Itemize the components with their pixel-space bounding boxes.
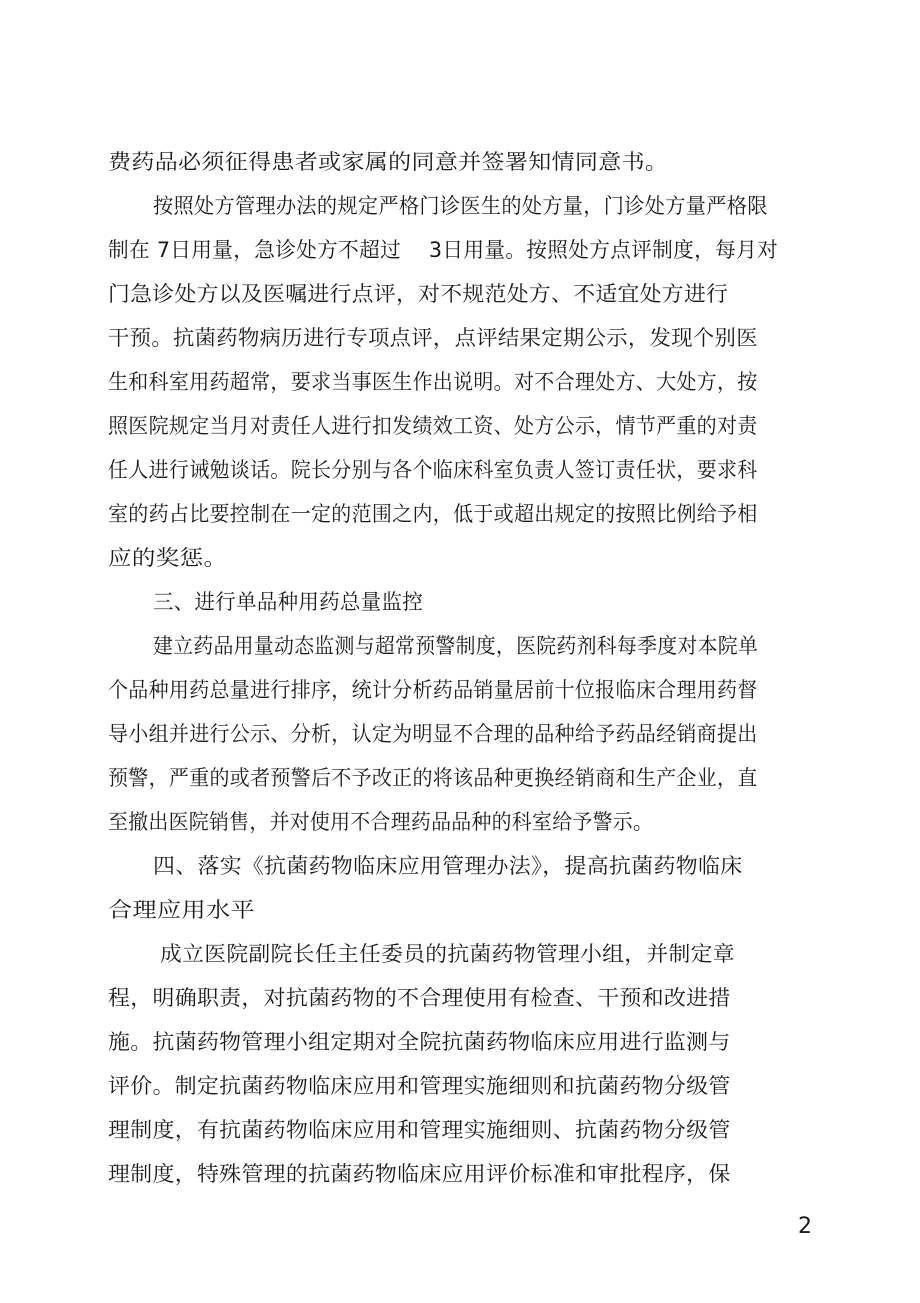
page-number: 2 — [798, 1214, 812, 1239]
text-line: 施。抗菌药物管理小组定期对全院抗菌药物临床应用进行监测与 — [108, 1030, 731, 1054]
text-line: 按照处方管理办法的规定严格门诊医生的处方量，门诊处方量严格限 — [153, 194, 768, 218]
section-heading: 四、落实《抗菌药物临床应用管理办法》，提高抗菌药物临床 — [153, 854, 743, 878]
text-line: 生和科室用药超常，要求当事医生作出说明。对不合理处方、大处方，按 — [108, 370, 758, 394]
text-line: 照医院规定当月对责任人进行扣发绩效工资、处方公示，情节严重的对责 — [108, 414, 758, 438]
text-line: 室的药占比要控制在一定的范围之内，低于或超出规定的按照比例给予相 — [108, 502, 758, 526]
text-line: 理制度，特殊管理的抗菌药物临床应用评价标准和审批程序，保 — [108, 1162, 731, 1186]
text-line: 预警，严重的或者预警后不予改正的将该品种更换经销商和生产企业，直 — [108, 766, 758, 790]
text-line: 个品种用药总量进行排序，统计分析药品销量居前十位报临床合理用药督 — [108, 678, 758, 702]
text-line: 成立医院副院长任主任委员的抗菌药物管理小组，并制定章 — [160, 942, 735, 966]
text-line: 至撤出医院销售，并对使用不合理药品品种的科室给予警示。 — [108, 810, 654, 834]
text-line: 干预。抗菌药物病历进行专项点评，点评结果定期公示，发现个别医 — [108, 326, 758, 350]
text-line: 费药品必须征得患者或家属的同意并签署知情同意书。 — [108, 150, 669, 174]
text-line: 应的奖惩。 — [108, 546, 228, 570]
text-line: 任人进行诫勉谈话。院长分别与各个临床科室负责人签订责任状，要求科 — [108, 458, 758, 482]
text-line: 评价。制定抗菌药物临床应用和管理实施细则和抗菌药物分级管 — [108, 1074, 731, 1098]
text-line: 建立药品用量动态监测与超常预警制度，医院药剂科每季度对本院单 — [153, 634, 759, 658]
section-heading: 合理应用水平 — [108, 898, 255, 922]
text-line: 理制度，有抗菌药物临床应用和管理实施细则、抗菌药物分级管 — [108, 1118, 731, 1142]
section-heading: 三、进行单品种用药总量监控 — [153, 590, 423, 614]
text-line: 制在 7日用量，急诊处方不超过 3日用量。按照处方点评制度，每月对 — [108, 238, 779, 262]
text-line: 程，明确职责，对抗菌药物的不合理使用有检查、干预和改进措 — [108, 986, 731, 1010]
text-line: 导小组并进行公示、分析，认定为明显不合理的品种给予药品经销商提出 — [108, 722, 758, 746]
text-line: 门急诊处方以及医嘱进行点评，对不规范处方、不适宜处方进行 — [108, 282, 729, 306]
